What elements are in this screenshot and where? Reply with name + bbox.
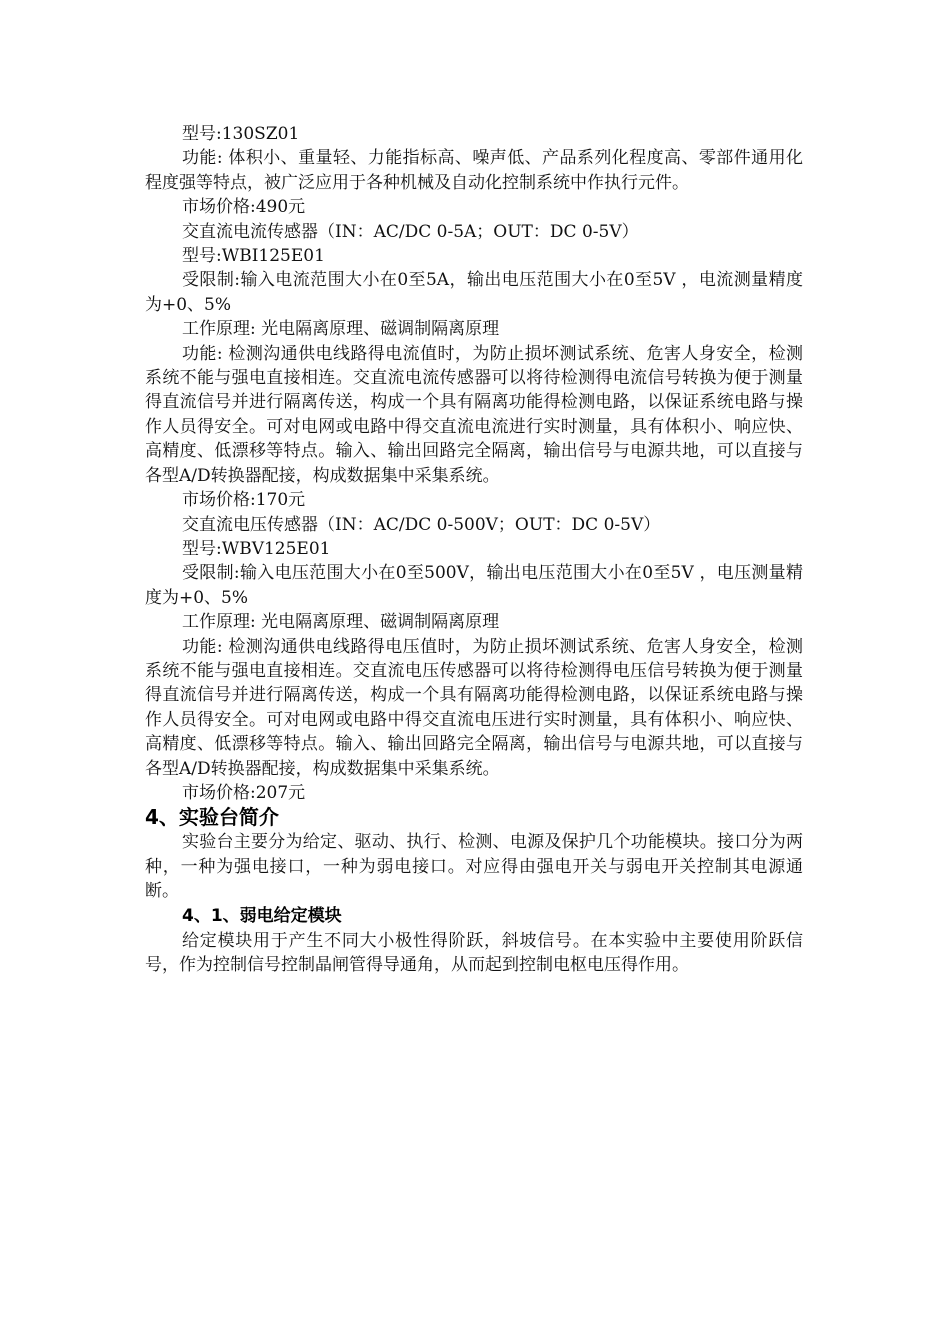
current-sensor-limits: 受限制:输入电流范围大小在0至5A，输出电压范围大小在0至5V ，电流测量精度为+0、5% (145, 270, 803, 315)
section-intro: 实验台主要分为给定、驱动、执行、检测、电源及保护几个功能模块。接口分为两种，一种为强电接口，一种为弱电接口。对应得由强电开关与弱电开关控制其电源通断。 (145, 832, 803, 902)
current-sensor-model: 型号:WBI125E01 (182, 246, 325, 267)
document-page (145, 122, 803, 977)
current-sensor-price: 市场价格:170元 (182, 490, 306, 511)
current-sensor-principle: 工作原理: 光电隔离原理、磁调制隔离原理 (182, 319, 500, 340)
motor-function: 功能: 体积小、重量轻、力能指标高、噪声低、产品系列化程度高、零部件通用化程度强等特点，被广泛应用于各种机械及自动化控制系统中作执行元件。 (145, 148, 803, 193)
subsection-text: 给定模块用于产生不同大小极性得阶跃，斜坡信号。在本实验中主要使用阶跃信号，作为控制信号控制晶闸管得导通角，从而起到控制电枢电压得作用。 (145, 930, 803, 975)
section-heading: 4、实验台简介 (145, 805, 279, 830)
subsection-heading: 4、1、弱电给定模块 (182, 905, 342, 926)
voltage-sensor-model: 型号:WBV125E01 (182, 538, 331, 559)
motor-price: 市场价格:490元 (182, 197, 306, 218)
voltage-sensor-limits: 受限制:输入电压范围大小在0至500V，输出电压范围大小在0至5V ，电压测量精度为+0、5% (145, 563, 803, 608)
current-sensor-title: 交直流电流传感器（IN：AC/DC 0-5A；OUT：DC 0-5V） (182, 221, 639, 242)
voltage-sensor-price: 市场价格:207元 (182, 782, 306, 803)
voltage-sensor-function: 功能: 检测沟通供电线路得电压值时，为防止损坏测试系统、危害人身安全，检测系统不能与强电直接相连。交直流电压传感器可以将待检测得电压信号转换为便于测量得直流信号并进行隔离传送，构成一个具有隔离功能得检测电路，以保证系统电路与操作人员得安全。可对电网或电路中得交直流电压进行实时测量，具有体积小、响应快、高精度、低漂移等特点。输入、输出回路完全隔离，输出信号与电源共地，可以直接与各型A/D转换器配接，构成数据集中采集系统。 (145, 636, 803, 779)
voltage-sensor-principle: 工作原理: 光电隔离原理、磁调制隔离原理 (182, 612, 500, 633)
motor-model: 型号:130SZ01 (182, 124, 300, 144)
current-sensor-function: 功能: 检测沟通供电线路得电流值时，为防止损坏测试系统、危害人身安全，检测系统不能与强电直接相连。交直流电流传感器可以将待检测得电流信号转换为便于测量得直流信号并进行隔离传送，构成一个具有隔离功能得检测电路，以保证系统电路与操作人员得安全。可对电网或电路中得交直流电流进行实时测量，具有体积小、响应快、高精度、低漂移等特点。输入、输出回路完全隔离，输出信号与电源共地，可以直接与各型A/D转换器配接，构成数据集中采集系统。 (145, 343, 803, 486)
voltage-sensor-title: 交直流电压传感器（IN：AC/DC 0-500V；OUT：DC 0-5V） (182, 514, 661, 535)
